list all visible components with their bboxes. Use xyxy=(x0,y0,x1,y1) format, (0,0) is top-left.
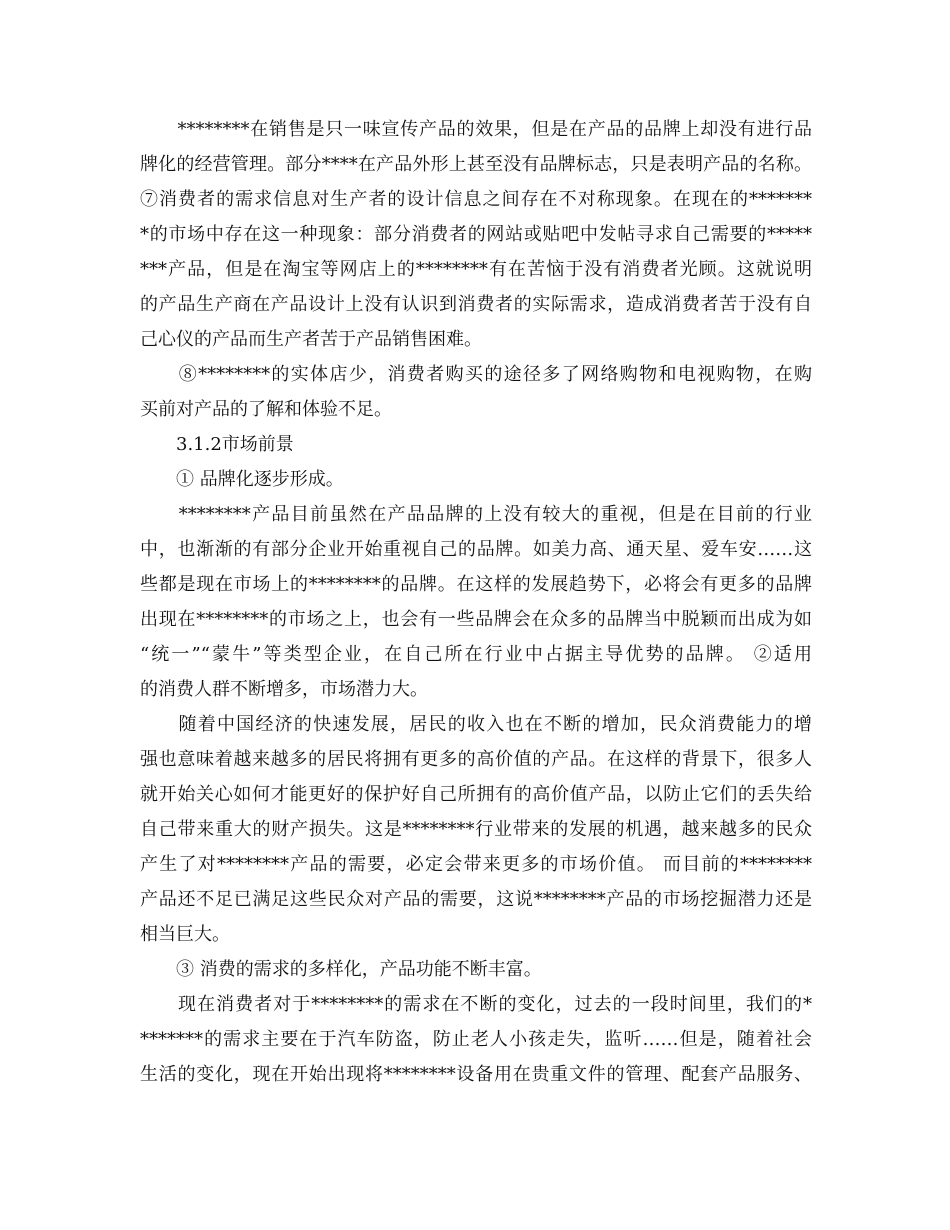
text-line: 牌化的经营管理。部分****在产品外形上甚至没有品牌标志，只是表明产品的名称。 xyxy=(140,154,812,175)
text-line: 的消费人群不断增多，市场潜力大。 xyxy=(140,679,428,700)
text-line: 生活的变化，现在开始出现将********设备用在贵重文件的管理、配套产品服务、 xyxy=(140,1064,812,1085)
text-line: ⑦消费者的需求信息对生产者的设计信息之间存在不对称现象。在现在的******* xyxy=(140,189,812,210)
text-line: 己心仪的产品而生产者苦于产品销售困难。 xyxy=(140,329,482,350)
text-line: 的产品生产商在产品设计上没有认识到消费者的实际需求，造成消费者苦于没有自 xyxy=(140,294,812,315)
text-line: 买前对产品的了解和体验不足。 xyxy=(140,399,392,420)
text-line: “统一”“蒙牛”等类型企业，在自己所在行业中占据主导优势的品牌。 ②适用 xyxy=(140,644,812,665)
text-line: 中，也渐渐的有部分企业开始重视自己的品牌。如美力高、通天星、爱车安……这 xyxy=(140,539,812,560)
text-line: ********在销售是只一味宣传产品的效果，但是在产品的品牌上却没有进行品 xyxy=(140,119,812,140)
text-line: *的市场中存在这一种现象：部分消费者的网站或贴吧中发帖寻求自己需要的***** xyxy=(140,224,812,245)
text-line: ***产品，但是在淘宝等网店上的********有在苦恼于没有消费者光顾。这就说明 xyxy=(140,259,812,280)
text-line: 就开始关心如何才能更好的保护好自己所拥有的高价值产品，以防止它们的丢失给 xyxy=(140,784,812,805)
text-line: 强也意味着越来越多的居民将拥有更多的高价值的产品。在这样的背景下，很多人 xyxy=(140,749,812,770)
text-line: 相当巨大。 xyxy=(140,924,230,945)
document-page xyxy=(140,112,812,1092)
section-heading: 3.1.2市场前景 xyxy=(140,434,294,455)
text-line: 些都是现在市场上的********的品牌。在这样的发展趋势下，必将会有更多的品牌 xyxy=(140,574,812,595)
text-line: ⑧********的实体店少，消费者购买的途径多了网络购物和电视购物，在购 xyxy=(140,364,812,385)
text-line: 产生了对********产品的需要，必定会带来更多的市场价值。 而目前的******** xyxy=(140,854,812,875)
text-line: ********产品目前虽然在产品品牌的上没有较大的重视，但是在目前的行业 xyxy=(140,504,812,525)
text-line: 产品还不足已满足这些民众对产品的需要，这说********产品的市场挖掘潜力还是 xyxy=(140,889,812,910)
list-heading: ① 品牌化逐步形成。 xyxy=(140,469,344,490)
text-line: 随着中国经济的快速发展，居民的收入也在不断的增加，民众消费能力的增 xyxy=(140,714,812,735)
text-line: 自己带来重大的财产损失。这是********行业带来的发展的机遇，越来越多的民众 xyxy=(140,819,812,840)
text-line: *******的需求主要在于汽车防盗，防止老人小孩走失，监听……但是，随着社会 xyxy=(140,1029,812,1050)
text-line: 出现在********的市场之上，也会有一些品牌会在众多的品牌当中脱颖而出成为如 xyxy=(140,609,812,630)
list-heading: ③ 消费的需求的多样化，产品功能不断丰富。 xyxy=(140,959,542,980)
text-line: 现在消费者对于********的需求在不断的变化，过去的一段时间里，我们的* xyxy=(140,994,812,1015)
